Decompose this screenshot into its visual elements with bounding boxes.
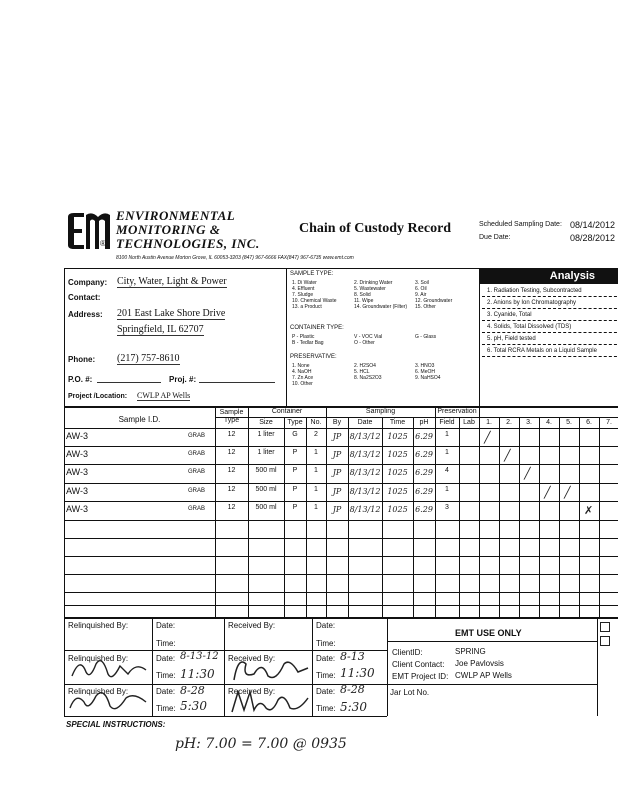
relinquished-label-3: Relinquished By: xyxy=(68,687,129,696)
sampled-by: JP xyxy=(332,468,342,477)
header-analysis-7: 7. xyxy=(606,419,612,426)
sample-time: 1025 xyxy=(387,468,408,477)
header-analysis-2: 2. xyxy=(506,419,512,426)
container-type: P xyxy=(292,467,298,474)
contact-label: Contact: xyxy=(68,293,101,302)
analysis-check-mark: ╱ xyxy=(484,431,491,444)
sample-type-code: 12 xyxy=(227,449,236,456)
relinquished-time-3: 5:30 xyxy=(180,699,207,713)
date-label-1: Date: xyxy=(156,621,176,630)
sample-type-code: 12 xyxy=(227,504,236,511)
preservation-field: 1 xyxy=(445,486,449,493)
header-type: Type xyxy=(287,419,303,426)
sample-id: AW-3 xyxy=(66,467,89,477)
preservation-field: 3 xyxy=(445,504,449,511)
header-time: Time xyxy=(389,419,406,426)
recv-time-label-3: Time: xyxy=(316,704,336,713)
checkbox-1[interactable] xyxy=(600,622,610,632)
header-no: No. xyxy=(310,419,322,426)
received-date-3: 8-28 xyxy=(340,683,365,696)
container-type: P xyxy=(292,449,298,456)
preservation-field: 1 xyxy=(445,431,449,438)
relinquisher-signature-3 xyxy=(66,688,150,716)
company-value: City, Water, Light & Power xyxy=(117,276,227,287)
sample-type-code: 12 xyxy=(227,431,236,438)
analysis-item-3: 3. Cyanide, Total xyxy=(487,312,532,318)
sample-type-heading: SAMPLE TYPE: xyxy=(290,271,334,277)
relinquished-label-1: Relinquished By: xyxy=(68,621,129,630)
analysis-item-6: 6. Total RCRA Metals on a Liquid Sample xyxy=(487,348,597,354)
company-name-3: TECHNOLOGIES, INC. xyxy=(116,236,260,251)
analysis-item-5: 5. pH, Field tested xyxy=(487,336,536,342)
client-id-label: ClientID: xyxy=(392,648,423,657)
recv-date-label-2: Date: xyxy=(316,654,336,663)
project-location-label: Project /Location: xyxy=(68,393,128,400)
analysis-check-mark: ✗ xyxy=(584,504,594,517)
recv-time-label-2: Time: xyxy=(316,671,336,680)
special-note: pH: 7.00 = 7.00 @ 0935 xyxy=(175,736,347,752)
sample-type-col1: 1. Di Water 4. Effluent 7. Sludge 10. Chemical Waste 13. a Product xyxy=(292,280,337,310)
header-container: Container xyxy=(271,408,303,415)
preservation-field: 1 xyxy=(445,449,449,456)
due-date: 08/28/2012 xyxy=(570,233,616,243)
sample-grab: GRAB xyxy=(188,433,206,439)
proj-label: Proj. #: xyxy=(169,375,197,384)
container-count: 1 xyxy=(314,486,318,493)
time-label-1: Time: xyxy=(156,639,176,648)
sample-ph: 6.29 xyxy=(415,487,433,496)
sampled-by: JP xyxy=(332,450,342,459)
sample-id: AW-3 xyxy=(66,486,89,496)
date-label-2: Date: xyxy=(156,654,176,663)
container-type: G xyxy=(292,431,298,438)
recv-date-label-3: Date: xyxy=(316,687,336,696)
received-label-1: Received By: xyxy=(228,621,276,630)
analysis-heading: Analysis xyxy=(549,270,595,282)
sample-date: 8/13/12 xyxy=(349,468,381,477)
special-instructions-label: SPECIAL INSTRUCTIONS: xyxy=(66,720,166,729)
header-size: Size xyxy=(259,419,273,426)
header-date: Date xyxy=(357,419,373,426)
container-type-heading: CONTAINER TYPE: xyxy=(290,325,344,331)
relinquished-date-3: 8-28 xyxy=(180,684,205,697)
sampled-by: JP xyxy=(332,487,342,496)
container-col2: V - VOC Vial O - Other xyxy=(354,334,383,346)
phone-value: (217) 757-8610 xyxy=(117,353,180,364)
sample-grab: GRAB xyxy=(188,451,206,457)
company-label: Company: xyxy=(68,278,108,287)
address-line2: Springfield, IL 62707 xyxy=(117,324,204,335)
sample-time: 1025 xyxy=(387,450,408,459)
company-name-2: MONITORING & xyxy=(116,222,221,237)
container-size: 1 liter xyxy=(257,431,275,438)
container-size: 500 ml xyxy=(255,504,277,511)
container-type: P xyxy=(292,486,298,493)
sampled-by: JP xyxy=(332,432,342,441)
company-address: 8100 North Austin Avenue Morton Grove, IL 60053-3203 (847) 967-6666 FAX(847) 967-6735 www.emt.com xyxy=(116,255,354,261)
time-label-3: Time: xyxy=(156,704,176,713)
due-label: Due Date: xyxy=(479,234,511,241)
receiver-signature-2 xyxy=(228,654,312,684)
proj-field[interactable] xyxy=(199,382,275,383)
header-analysis-5: 5. xyxy=(566,419,572,426)
emt-project-value: CWLP AP Wells xyxy=(455,671,512,680)
header-sampling: Sampling xyxy=(365,408,396,415)
recv-date-label-1: Date: xyxy=(316,621,336,630)
analysis-check-mark: ╱ xyxy=(564,486,571,499)
receiver-signature-3 xyxy=(228,688,312,716)
phone-label: Phone: xyxy=(68,355,96,364)
container-col3: G - Glass xyxy=(415,334,437,340)
received-label-3: Received By: xyxy=(228,687,276,696)
sample-date: 8/13/12 xyxy=(349,450,381,459)
header-by: By xyxy=(332,419,342,426)
sample-time: 1025 xyxy=(387,432,408,441)
analysis-check-mark: ╱ xyxy=(504,449,511,462)
po-label: P.O. #: xyxy=(68,375,93,384)
preservative-heading: PRESERVATIVE: xyxy=(290,354,337,360)
po-field[interactable] xyxy=(97,382,161,383)
preservative-col3: 3. HNO3 6. MeOH 9. NaHSO4 xyxy=(415,363,441,381)
sample-type-col2: 2. Drinking Water 5. Wastewater 8. Solid 11. Wipe 14. Groundwater (Filter) xyxy=(354,280,408,310)
analysis-item-2: 2. Anions by Ion Chromatography xyxy=(487,300,577,306)
header-analysis-4: 4. xyxy=(546,419,552,426)
sample-ph: 6.29 xyxy=(415,432,433,441)
sample-id: AW-3 xyxy=(66,449,89,459)
preservation-field: 4 xyxy=(445,467,449,474)
client-contact-value: Joe Pavlovsis xyxy=(455,659,504,668)
header-analysis-1: 1. xyxy=(486,419,492,426)
sample-ph: 6.29 xyxy=(415,468,433,477)
sample-grab: GRAB xyxy=(188,469,206,475)
header-ph: pH xyxy=(419,419,429,426)
scheduled-date: 08/14/2012 xyxy=(570,220,616,230)
container-size: 500 ml xyxy=(255,467,277,474)
sample-date: 8/13/12 xyxy=(349,432,381,441)
container-count: 1 xyxy=(314,504,318,511)
header-analysis-3: 3. xyxy=(526,419,532,426)
analysis-check-mark: ╱ xyxy=(544,486,551,499)
checkbox-2[interactable] xyxy=(600,636,610,646)
project-location-value: CWLP AP Wells xyxy=(137,391,191,400)
client-contact-label: Client Contact: xyxy=(392,660,445,669)
sample-type-code: 12 xyxy=(227,486,236,493)
relinquisher-signature-2 xyxy=(66,654,150,684)
container-count: 2 xyxy=(314,431,318,438)
scheduled-label: Scheduled Sampling Date: xyxy=(479,221,562,228)
sample-date: 8/13/12 xyxy=(349,487,381,496)
relinquished-date-2: 8-13-12 xyxy=(180,651,219,662)
analysis-header-bar xyxy=(480,269,618,284)
received-date-2: 8-13 xyxy=(340,650,365,663)
relinquished-time-2: 11:30 xyxy=(180,667,215,681)
header-analysis-6: 6. xyxy=(586,419,592,426)
recv-time-label-1: Time: xyxy=(316,639,336,648)
sample-type-code: 12 xyxy=(227,467,236,474)
registered-icon: ® xyxy=(100,239,106,248)
time-label-2: Time: xyxy=(156,671,176,680)
sample-id: AW-3 xyxy=(66,431,89,441)
header-preservation: Preservation xyxy=(437,408,477,415)
sample-date: 8/13/12 xyxy=(349,505,381,514)
container-count: 1 xyxy=(314,449,318,456)
page-title: Chain of Custody Record xyxy=(299,221,452,236)
container-col1: P - Plastic B - Tedlar Bag xyxy=(292,334,324,346)
sample-ph: 6.29 xyxy=(415,450,433,459)
sample-grab: GRAB xyxy=(188,488,206,494)
container-size: 500 ml xyxy=(255,486,277,493)
header-sample-type: Sample Type xyxy=(219,409,244,424)
emt-project-label: EMT Project ID: xyxy=(392,672,449,681)
preservative-col1: 1. None 4. NaOH 7. Zn Ace 10. Other xyxy=(292,363,314,387)
analysis-check-mark: ╱ xyxy=(524,467,531,480)
emt-use-only: EMT USE ONLY xyxy=(455,628,522,638)
container-count: 1 xyxy=(314,467,318,474)
sample-grab: GRAB xyxy=(188,506,206,512)
analysis-item-1: 1. Radiation Testing, Subcontracted xyxy=(487,288,582,294)
date-label-3: Date: xyxy=(156,687,176,696)
company-logo xyxy=(64,211,112,251)
received-time-2: 11:30 xyxy=(340,666,375,680)
client-id-value: SPRING xyxy=(455,647,486,656)
company-name-1: ENVIRONMENTAL xyxy=(116,208,236,223)
container-type: P xyxy=(292,504,298,511)
analysis-item-4: 4. Solids, Total Dissolved (TDS) xyxy=(487,324,572,330)
received-time-3: 5:30 xyxy=(340,700,367,714)
sampled-by: JP xyxy=(332,505,342,514)
sample-id: AW-3 xyxy=(66,504,89,514)
address-label: Address: xyxy=(68,310,103,319)
sample-type-col3: 3. Soil 6. Oil 9. Air 12. Groundwater 15. Other xyxy=(415,280,453,310)
sample-time: 1025 xyxy=(387,487,408,496)
header-sample-id: Sample I.D. xyxy=(118,415,161,424)
sample-ph: 6.29 xyxy=(415,505,433,514)
preservative-col2: 2. H2SO4 5. HCL 8. Na2S2O3 xyxy=(354,363,382,381)
relinquished-label-2: Relinquished By: xyxy=(68,654,129,663)
container-size: 1 liter xyxy=(257,449,275,456)
header-field: Field xyxy=(439,419,455,426)
address-line1: 201 East Lake Shore Drive xyxy=(117,308,226,319)
sample-time: 1025 xyxy=(387,505,408,514)
jar-lot-label: Jar Lot No. xyxy=(390,688,430,697)
header-lab: Lab xyxy=(463,419,475,426)
received-label-2: Received By: xyxy=(228,654,276,663)
